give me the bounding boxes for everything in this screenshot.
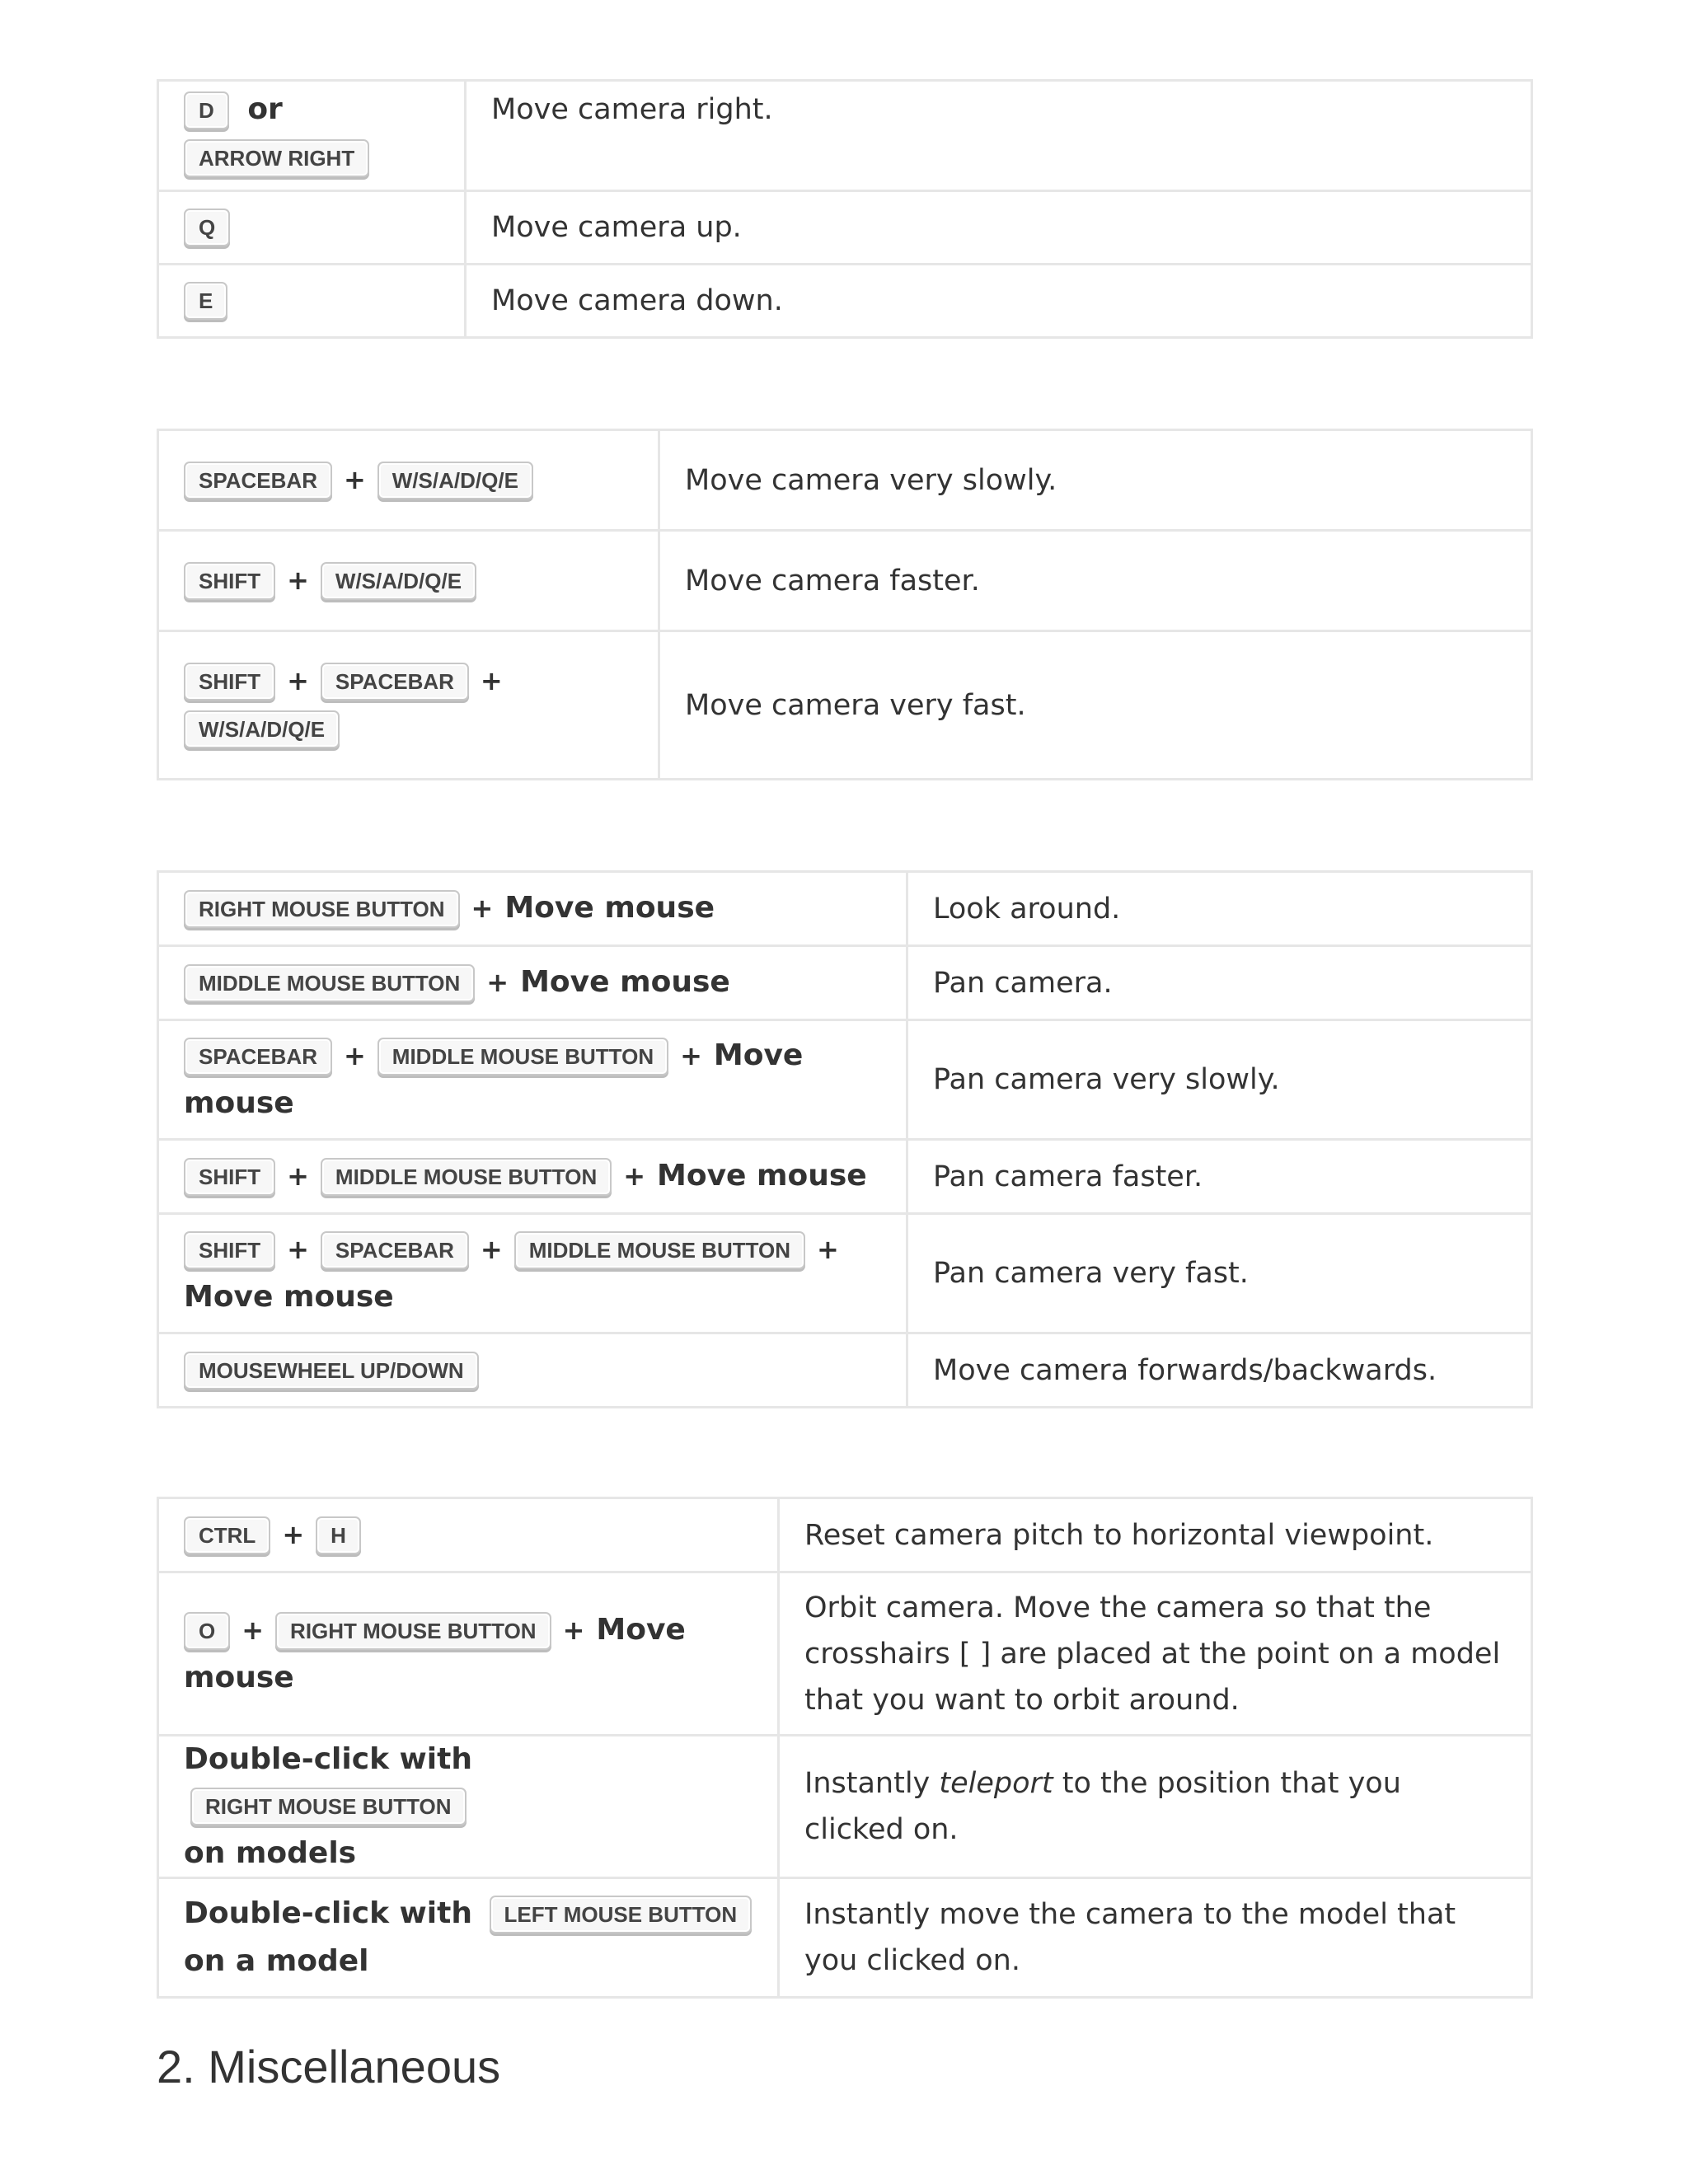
key-wsadqe: W/S/A/D/Q/E: [321, 562, 476, 600]
shortcut-keys: [158, 946, 907, 1020]
mouse-label: mouse: [184, 1086, 294, 1120]
target-label: on models: [184, 1836, 357, 1870]
key-left-mouse-button: LEFT MOUSE BUTTON: [490, 1896, 753, 1933]
key-q: Q: [184, 209, 230, 246]
table-row: [158, 1736, 1532, 1878]
or-label: or: [247, 92, 283, 126]
move-mouse-label: Move mouse: [657, 1158, 867, 1193]
key-arrow-right: ARROW RIGHT: [184, 139, 369, 177]
shortcut-keys: [158, 430, 659, 531]
description-text: to the position that you clicked on.: [804, 1767, 1401, 1846]
section-heading: 2. Miscellaneous: [157, 2041, 501, 2093]
shortcut-description: Move camera very slowly.: [659, 430, 1532, 531]
table-row: [158, 631, 1532, 780]
table-row: [158, 1572, 1532, 1736]
shortcut-keys: [158, 265, 466, 338]
table-row: [158, 1498, 1532, 1572]
key-shift: SHIFT: [184, 1158, 275, 1196]
shortcut-keys: [158, 531, 659, 631]
shortcut-description: Pan camera very slowly.: [907, 1020, 1532, 1140]
shortcut-description: Move camera right.: [466, 81, 1532, 191]
shortcut-keys: [158, 1214, 907, 1333]
move-mouse-label: Move mouse: [504, 890, 715, 925]
shortcut-description: [779, 1736, 1532, 1878]
shortcut-keys: [158, 1020, 907, 1140]
shortcut-description: Pan camera.: [907, 946, 1532, 1020]
shortcut-description: Move camera very fast.: [659, 631, 1532, 780]
shortcut-description: Reset camera pitch to horizontal viewpoint.: [779, 1498, 1532, 1572]
plus-sign: +: [480, 1234, 503, 1265]
key-right-mouse-button: RIGHT MOUSE BUTTON: [184, 890, 460, 928]
shortcut-keys: [158, 1736, 779, 1878]
shortcut-description: Move camera up.: [466, 191, 1532, 265]
target-label: on a model: [184, 1944, 369, 1978]
move-label: Move: [596, 1612, 686, 1647]
plus-sign: +: [241, 1614, 265, 1646]
plus-sign: +: [817, 1234, 839, 1265]
shortcut-description: Orbit camera. Move the camera so that the crosshairs [ ] are placed at the point on a model that you want to orbit around.: [779, 1572, 1532, 1736]
table-row: [158, 872, 1532, 946]
move-mouse-label: Move mouse: [184, 1280, 394, 1314]
shortcut-table-mouse: [157, 870, 1533, 1408]
table-row: [158, 1878, 1532, 1998]
shortcut-keys: [158, 1498, 779, 1572]
key-d: D: [184, 91, 229, 129]
shortcut-description: Move camera faster.: [659, 531, 1532, 631]
key-spacebar: SPACEBAR: [184, 1038, 332, 1076]
shortcut-keys: [158, 191, 466, 265]
table-row: [158, 191, 1532, 265]
key-spacebar: SPACEBAR: [321, 1231, 469, 1269]
table-row: [158, 81, 1532, 191]
plus-sign: +: [287, 1160, 309, 1192]
shortcut-keys: [158, 81, 466, 191]
shortcut-description: Move camera down.: [466, 265, 1532, 338]
shortcut-keys: [158, 872, 907, 946]
table-row: [158, 1140, 1532, 1214]
plus-sign: +: [343, 463, 366, 495]
plus-sign: +: [486, 966, 509, 998]
table-row: [158, 430, 1532, 531]
plus-sign: +: [282, 1518, 305, 1550]
plus-sign: +: [680, 1040, 702, 1071]
plus-sign: +: [343, 1040, 366, 1071]
shortcut-description: Pan camera faster.: [907, 1140, 1532, 1214]
key-wsadqe: W/S/A/D/Q/E: [377, 462, 533, 499]
shortcut-description: Instantly move the camera to the model that you clicked on.: [779, 1878, 1532, 1998]
shortcut-description: Move camera forwards/backwards.: [907, 1333, 1532, 1408]
table-row: [158, 1214, 1532, 1333]
key-middle-mouse-button: MIDDLE MOUSE BUTTON: [514, 1231, 805, 1269]
table-row: [158, 946, 1532, 1020]
plus-sign: +: [471, 892, 494, 924]
shortcut-table-misc-camera: [157, 1497, 1533, 1999]
shortcut-keys: [158, 1333, 907, 1408]
plus-sign: +: [480, 664, 503, 696]
key-shift: SHIFT: [184, 562, 275, 600]
plus-sign: +: [287, 564, 309, 596]
key-o: O: [184, 1612, 230, 1650]
move-mouse-label: Move mouse: [520, 964, 730, 999]
description-emphasis: teleport: [939, 1767, 1053, 1800]
key-right-mouse-button: RIGHT MOUSE BUTTON: [190, 1788, 467, 1825]
key-middle-mouse-button: MIDDLE MOUSE BUTTON: [184, 964, 475, 1002]
key-ctrl: CTRL: [184, 1516, 270, 1554]
key-right-mouse-button: RIGHT MOUSE BUTTON: [275, 1612, 551, 1650]
key-e: E: [184, 282, 227, 320]
shortcut-description: Look around.: [907, 872, 1532, 946]
key-mousewheel: MOUSEWHEEL UP/DOWN: [184, 1352, 479, 1390]
shortcut-keys: [158, 1140, 907, 1214]
shortcut-keys: [158, 1878, 779, 1998]
key-shift: SHIFT: [184, 663, 275, 701]
shortcut-keys: [158, 1572, 779, 1736]
plus-sign: +: [287, 1234, 309, 1265]
description-text: Instantly: [804, 1767, 940, 1800]
double-click-label: Double-click with: [184, 1896, 472, 1930]
shortcut-table-move: [157, 79, 1533, 339]
shortcut-table-speed: [157, 429, 1533, 780]
key-spacebar: SPACEBAR: [321, 663, 469, 701]
plus-sign: +: [562, 1614, 585, 1646]
table-row: [158, 531, 1532, 631]
shortcut-description: Pan camera very fast.: [907, 1214, 1532, 1333]
key-wsadqe: W/S/A/D/Q/E: [184, 710, 340, 748]
double-click-label: Double-click with: [184, 1742, 472, 1776]
key-middle-mouse-button: MIDDLE MOUSE BUTTON: [377, 1038, 668, 1076]
mouse-label: mouse: [184, 1660, 294, 1694]
key-h: H: [316, 1516, 361, 1554]
key-shift: SHIFT: [184, 1231, 275, 1269]
move-label: Move: [713, 1038, 804, 1072]
key-spacebar: SPACEBAR: [184, 462, 332, 499]
table-row: [158, 1333, 1532, 1408]
shortcut-keys: [158, 631, 659, 780]
plus-sign: +: [623, 1160, 646, 1192]
key-middle-mouse-button: MIDDLE MOUSE BUTTON: [321, 1158, 612, 1196]
table-row: [158, 265, 1532, 338]
table-row: [158, 1020, 1532, 1140]
plus-sign: +: [287, 664, 309, 696]
